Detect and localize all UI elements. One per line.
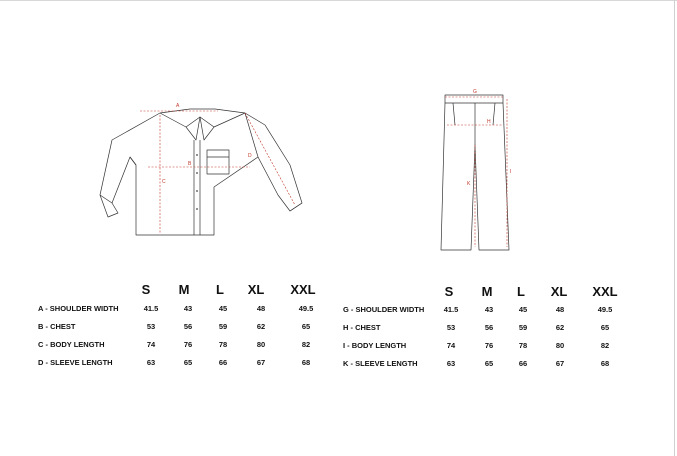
size-header-s: S	[141, 282, 151, 297]
value-cell: 82	[301, 340, 311, 349]
value-cell: 63	[446, 359, 456, 368]
value-cell: 59	[518, 323, 528, 332]
value-cell: 59	[218, 322, 228, 331]
value-cell: 68	[301, 358, 311, 367]
size-header-xxl: XXL	[290, 282, 316, 297]
row-label: D - SLEEVE LENGTH	[38, 358, 113, 367]
value-cell: 56	[183, 322, 193, 331]
value-cell: 41.5	[443, 305, 459, 314]
value-cell: 48	[555, 305, 565, 314]
dim-letter-d: D	[248, 153, 252, 159]
size-header-m: M	[178, 282, 190, 297]
value-cell: 43	[183, 304, 193, 313]
value-cell: 65	[484, 359, 494, 368]
dim-letter-g: G	[473, 89, 477, 95]
value-cell: 78	[518, 341, 528, 350]
row-label: C - BODY LENGTH	[38, 340, 105, 349]
dim-letter-b: B	[188, 161, 192, 167]
row-label: G - SHOULDER WIDTH	[343, 305, 425, 314]
value-cell: 74	[146, 340, 156, 349]
value-cell: 49.5	[597, 305, 613, 314]
table-row	[343, 323, 643, 337]
dim-letter-k: K	[467, 181, 471, 187]
value-cell: 76	[183, 340, 193, 349]
value-cell: 66	[518, 359, 528, 368]
size-header-m: M	[481, 284, 493, 299]
value-cell: 62	[256, 322, 266, 331]
row-label: B - CHEST	[38, 322, 76, 331]
row-label: A - SHOULDER WIDTH	[38, 304, 119, 313]
value-cell: 80	[555, 341, 565, 350]
value-cell: 43	[484, 305, 494, 314]
value-cell: 56	[484, 323, 494, 332]
value-cell: 74	[446, 341, 456, 350]
value-cell: 67	[555, 359, 565, 368]
value-cell: 48	[256, 304, 266, 313]
value-cell: 68	[600, 359, 610, 368]
table-row	[38, 304, 338, 318]
value-cell: 53	[146, 322, 156, 331]
table-row	[343, 341, 643, 355]
value-cell: 82	[600, 341, 610, 350]
table-row	[343, 305, 643, 319]
value-cell: 63	[146, 358, 156, 367]
value-cell: 65	[183, 358, 193, 367]
size-header-xl: XL	[247, 282, 265, 297]
value-cell: 45	[518, 305, 528, 314]
top-border	[0, 0, 677, 1]
dim-letter-a: A	[176, 103, 180, 109]
table-row	[38, 340, 338, 354]
value-cell: 45	[218, 304, 228, 313]
value-cell: 67	[256, 358, 266, 367]
dim-letter-i: I	[510, 169, 512, 175]
shirt-diagram	[90, 95, 305, 245]
value-cell: 76	[484, 341, 494, 350]
value-cell: 65	[301, 322, 311, 331]
table-row	[38, 358, 338, 372]
row-label: K - SLEEVE LENGTH	[343, 359, 418, 368]
value-cell: 41.5	[143, 304, 159, 313]
size-header-l: L	[517, 284, 525, 299]
right-border	[674, 0, 675, 456]
value-cell: 49.5	[298, 304, 314, 313]
value-cell: 53	[446, 323, 456, 332]
dim-letter-h: H	[487, 119, 491, 125]
table-row	[343, 359, 643, 373]
row-label: I - BODY LENGTH	[343, 341, 407, 350]
value-cell: 80	[256, 340, 266, 349]
size-header-xxl: XXL	[592, 284, 618, 299]
size-header-l: L	[216, 282, 224, 297]
value-cell: 62	[555, 323, 565, 332]
table-row	[38, 322, 338, 336]
value-cell: 65	[600, 323, 610, 332]
size-header-xl: XL	[550, 284, 568, 299]
dim-letter-c: C	[162, 179, 166, 185]
size-header-s: S	[444, 284, 454, 299]
value-cell: 66	[218, 358, 228, 367]
value-cell: 78	[218, 340, 228, 349]
pants-diagram	[435, 85, 515, 255]
row-label: H - CHEST	[343, 323, 381, 332]
